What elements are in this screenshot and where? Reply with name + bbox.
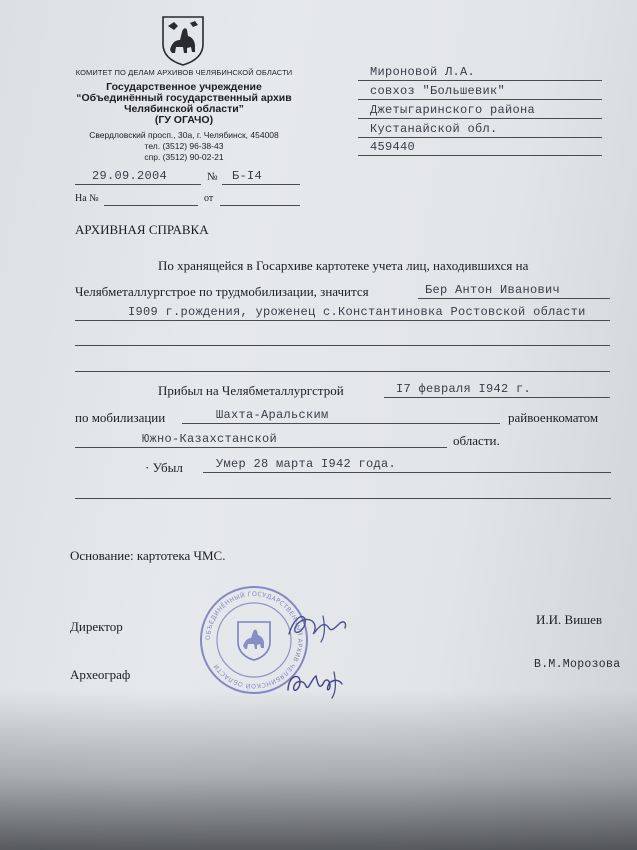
recipient-line-1: Мироновой Л.А. — [370, 65, 476, 79]
mobilization-value: Шахта-Аральским — [216, 408, 329, 422]
arrived-label: Прибыл на Челябметаллургстрой — [158, 383, 344, 398]
arrived-date: I7 февраля I942 г. — [396, 382, 532, 396]
region-label: области. — [453, 433, 500, 448]
person-name: Бер Антон Иванович — [425, 283, 561, 297]
institution-contacts — [64, 130, 304, 163]
phone-1: тел. (3512) 96-38-43 — [144, 141, 224, 151]
person-birth: I909 г.рождения, уроженец с.Константиновка Ростовской области — [128, 305, 586, 319]
institution-name — [64, 82, 304, 126]
recipient-line-2: совхоз "Большевик" — [370, 84, 506, 98]
ref-no-label: № — [207, 171, 218, 183]
basis: Основание: картотека ЧМС. — [70, 548, 226, 563]
address: Свердловский просп., 30а, г. Челябинск, 454008 — [89, 130, 279, 140]
photo-shadow — [0, 690, 637, 850]
left-label: · Убыл — [145, 460, 183, 475]
district-label: райвоенкоматом — [508, 410, 599, 425]
director-label: Директор — [70, 619, 123, 634]
director-name: И.И. Вишев — [536, 612, 603, 627]
ref-number: Б-I4 — [232, 169, 263, 183]
ref-na-label: На № — [75, 193, 99, 204]
document-title: АРХИВНАЯ СПРАВКА — [75, 222, 209, 237]
institution-line-2: “Объединённый государственный архив — [76, 92, 292, 104]
intro-line-1: По хранящейся в Госархиве картотеке учета лиц, находившихся на — [158, 258, 529, 273]
mobilization-label: по мобилизации — [75, 410, 166, 425]
institution-line-3: Челябинской области” — [124, 103, 244, 115]
institution-abbr: (ГУ ОГАЧО) — [154, 114, 214, 126]
institution-line-1: Государственное учреждение — [106, 81, 262, 93]
recipient-line-4: Кустанайской обл. — [370, 122, 498, 136]
archeographer-label: Археограф — [70, 667, 131, 682]
archeographer-name: В.М.Морозова — [534, 658, 621, 671]
ref-ot-label: от — [204, 193, 214, 204]
stamp-text: ОБЪЕДИНЁННЫЙ ГОСУДАРСТВЕННЫЙ АРХИВ ЧЕЛЯБИНСКОЙ ОБЛАСТИ — [204, 590, 304, 690]
committee-name: КОМИТЕТ ПО ДЕЛАМ АРХИВОВ ЧЕЛЯБИНСКОЙ ОБЛАСТИ — [75, 68, 293, 77]
phone-2: спр. (3512) 90-02-21 — [144, 152, 224, 162]
ref-date: 29.09.2004 — [92, 169, 168, 183]
coat-of-arms-icon — [160, 14, 206, 66]
region-value: Южно-Казахстанской — [142, 432, 278, 446]
director-signature — [285, 606, 355, 646]
left-value: Умер 28 марта I942 года. — [216, 457, 397, 471]
recipient-line-5: 459440 — [370, 140, 416, 154]
recipient-line-3: Джетыгаринского района — [370, 103, 536, 117]
intro-line-2: Челябметаллургстрое по трудмобилизации, значится — [75, 284, 369, 299]
